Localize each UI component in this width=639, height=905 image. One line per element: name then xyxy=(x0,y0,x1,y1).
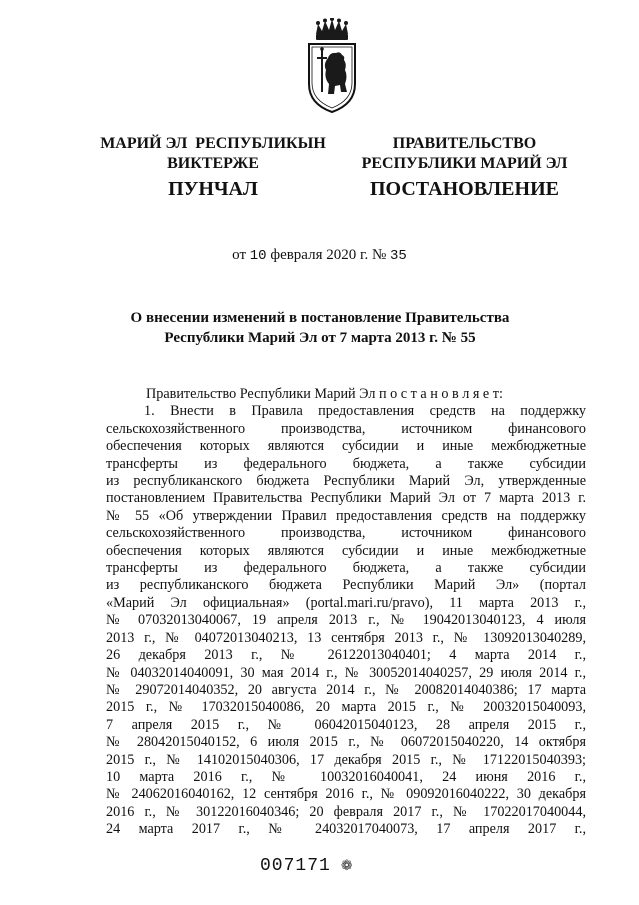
body-line: № 29072014040352, 20 августа 2014 г., № 20082014040386; 17 марта xyxy=(106,681,586,698)
body-line: из республиканского бюджета Республики Марий Эл, утвержденные xyxy=(106,473,586,490)
document-number: 35 xyxy=(390,248,407,264)
body-line: 10 марта 2016 г., № 10032016040041, 24 июня 2016 г., xyxy=(106,768,586,785)
ornament-icon: ❁ xyxy=(340,858,354,874)
body-line: трансферты из федерального бюджета, а также субсидии xyxy=(106,455,586,472)
body-line: 26 декабря 2013 г., № 26122013040401; 4 марта 2014 г., xyxy=(106,647,586,664)
title-line-2: Республики Марий Эл от 7 марта 2013 г. № 55 xyxy=(164,330,476,346)
body-line: 2015 г., № 17032015040086, 20 марта 2015 г., № 20032015040093, xyxy=(106,699,586,716)
header-right xyxy=(357,134,572,174)
body-line: 1. Внести в Правила предоставления средств на поддержку xyxy=(144,403,586,420)
header-right-title: ПОСТАНОВЛЕНИЕ xyxy=(370,178,559,200)
body-line: 2016 г., № 30122016040346; 20 февраля 2017 г., № 17022017040044, xyxy=(106,803,586,820)
header-right-line2: РЕСПУБЛИКИ МАРИЙ ЭЛ xyxy=(361,155,568,172)
date-month-year: февраля 2020 г. № xyxy=(270,247,387,263)
body-line: из республиканского бюджета Республики Марий Эл» (портал xyxy=(106,577,586,594)
body-line: Правительство Республики Марий Эл п о с т а н о в л я е т: xyxy=(146,386,503,402)
body-line: трансферты из федерального бюджета, а также субсидии xyxy=(106,560,586,577)
header-left-line2: ВИКТЕРЖЕ xyxy=(167,155,259,172)
body-line: 24 марта 2017 г., № 24032017040073, 17 апреля 2017 г., xyxy=(106,821,586,838)
body-line: «Марий Эл официальная» (portal.mari.ru/pravo), 11 марта 2013 г., xyxy=(106,594,586,611)
header-left xyxy=(98,134,328,174)
serial-number: 007171 xyxy=(260,856,331,876)
body-line: постановлением Правительства Республики Марий Эл от 7 марта 2013 г. xyxy=(106,490,586,507)
footer-serial xyxy=(260,856,354,876)
body-line: № 55 «Об утверждении Правил предоставления средств на поддержку xyxy=(106,507,586,524)
header-left-title: ПУНЧАЛ xyxy=(168,178,258,200)
body-line: сельскохозяйственного производства, источником финансового xyxy=(106,420,586,437)
document-title xyxy=(60,308,580,348)
document-body xyxy=(106,386,586,839)
body-line: № 04032014040091, 30 мая 2014 г., № 30052014040257, 29 июля 2014 г., xyxy=(106,664,586,681)
coat-of-arms-emblem xyxy=(303,18,361,114)
header-left-line1: МАРИЙ ЭЛ РЕСПУБЛИКЫН xyxy=(100,135,326,152)
document-date xyxy=(0,247,639,264)
body-line: 2013 г., № 04072013040213, 13 сентября 2013 г., № 13092013040289, xyxy=(106,629,586,646)
body-line: № 24062016040162, 12 сентября 2016 г., № 09092016040222, 30 декабря xyxy=(106,786,586,803)
body-line: № 28042015040152, 6 июля 2015 г., № 06072015040220, 14 октября xyxy=(106,734,586,751)
body-line: 2015 г., № 14102015040306, 17 декабря 2015 г., № 17122015040393; xyxy=(106,751,586,768)
header-right-line1: ПРАВИТЕЛЬСТВО xyxy=(392,135,537,152)
title-line-1: О внесении изменений в постановление Правительства xyxy=(130,310,510,326)
date-prefix: от xyxy=(232,247,247,263)
body-line: 7 апреля 2015 г., № 06042015040123, 28 апреля 2015 г., xyxy=(106,716,586,733)
body-line: сельскохозяйственного производства, источником финансового xyxy=(106,525,586,542)
body-line: обеспечения которых являются субсидии и иные межбюджетные xyxy=(106,542,586,559)
body-line: № 07032013040067, 19 апреля 2013 г., № 19042013040123, 4 июля xyxy=(106,612,586,629)
date-day: 10 xyxy=(249,248,267,264)
body-line: обеспечения которых являются субсидии и иные межбюджетные xyxy=(106,438,586,455)
